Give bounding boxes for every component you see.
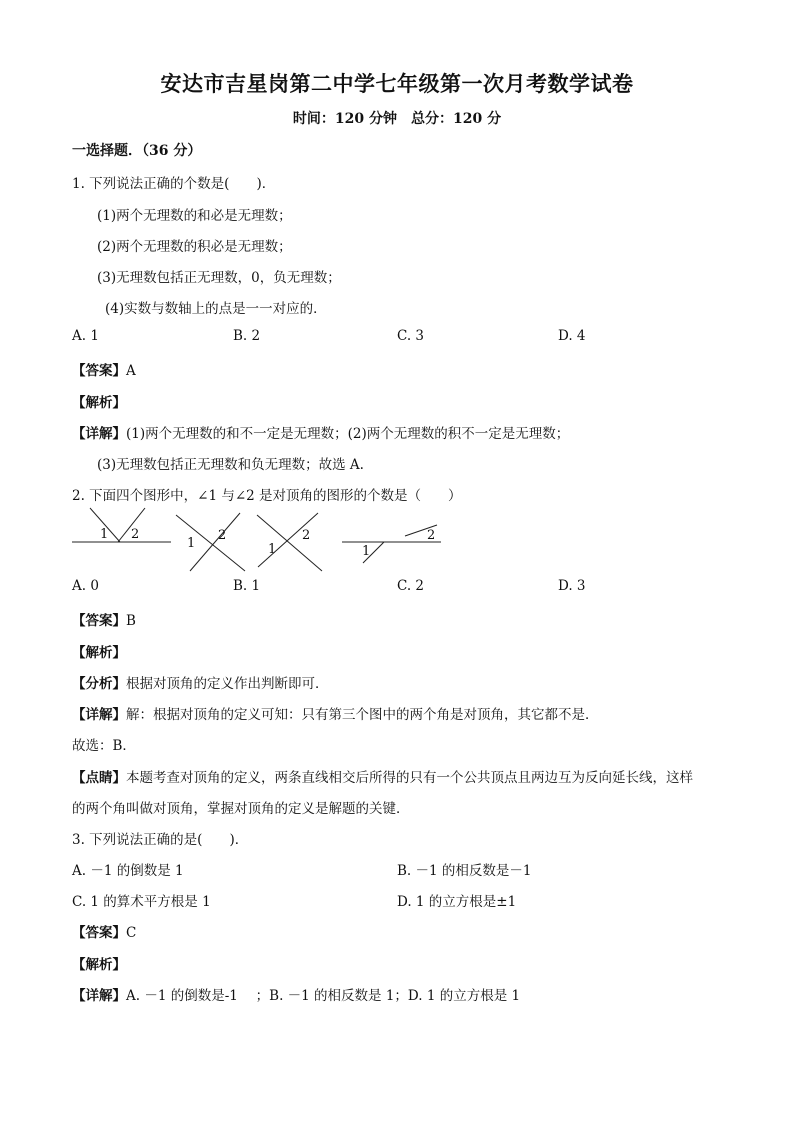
fig4-label-2: 2	[427, 528, 436, 543]
q3-option-b: B. －1 的相反数是－1	[397, 863, 532, 879]
q1-stem: 1. 下列说法正确的个数是( )．	[72, 176, 276, 192]
q2-choose: 故选：B．	[72, 738, 136, 754]
answer-value: A	[126, 363, 136, 379]
q1-detail	[72, 422, 569, 442]
q2-option-d: D. 3	[558, 578, 586, 594]
q3-option-a: A. －1 的倒数是 1	[72, 863, 184, 879]
fig2-line-b	[190, 513, 240, 571]
fig2-label-2: 2	[218, 528, 227, 543]
detail-tag: 【详解】	[72, 707, 126, 723]
q2-figures	[0, 505, 794, 580]
figure-4	[342, 525, 441, 563]
detail-text: (1)两个无理数的和不一定是无理数；(2)两个无理数的积不一定是无理数；	[126, 426, 570, 442]
figure-2	[176, 513, 245, 571]
detail-text: 解：根据对顶角的定义可知：只有第三个图中的两个角是对顶角，其它都不是．	[126, 707, 599, 723]
answer-tag: 【答案】	[72, 613, 126, 629]
q3-detail	[72, 984, 520, 1004]
q2-stem: 2. 下面四个图形中，∠1 与∠2 是对顶角的图形的个数是（ ）	[72, 488, 462, 504]
q1-detail-2: (3)无理数包括正无理数和负无理数；故选 A.	[97, 457, 364, 473]
page-title: 安达市吉星岗第二中学七年级第一次月考数学试卷	[160, 71, 634, 96]
answer-tag: 【答案】	[72, 925, 126, 941]
q3-stem: 3. 下列说法正确的是( )．	[72, 832, 249, 848]
answer-value: B	[126, 613, 136, 629]
q2-detail	[72, 703, 599, 723]
q3-answer	[72, 921, 136, 941]
q1-statement-3: (3)无理数包括正无理数，0，负无理数；	[97, 270, 341, 286]
fig3-line-a	[257, 515, 322, 571]
q2-option-b: B. 1	[233, 578, 261, 594]
detail-tag: 【详解】	[72, 988, 126, 1004]
q1-option-b: B. 2	[233, 328, 261, 344]
figure-3	[257, 513, 322, 571]
comment-tag: 【点睛】	[72, 770, 126, 786]
q2-comment-2: 的两个角叫做对顶角，掌握对顶角的定义是解题的关键．	[72, 801, 410, 817]
fig1-label-2: 2	[131, 527, 140, 542]
answer-tag: 【答案】	[72, 363, 126, 379]
q1-option-d: D. 4	[558, 328, 586, 344]
fenxi-text: 根据对顶角的定义作出判断即可．	[126, 676, 329, 692]
fenxi-tag: 【分析】	[72, 676, 126, 692]
q1-answer	[72, 359, 136, 379]
q3-option-d: D. 1 的立方根是±1	[397, 894, 517, 910]
fig2-label-1: 1	[187, 536, 196, 551]
q2-fenxi	[72, 672, 329, 692]
q1-statement-4: (4)实数与数轴上的点是一一对应的．	[105, 301, 327, 317]
answer-value: C	[126, 925, 137, 941]
fig3-label-1: 1	[268, 542, 277, 557]
q3-analysis-tag: 【解析】	[72, 957, 126, 973]
q1-option-c: C. 3	[397, 328, 425, 344]
comment-text: 本题考查对顶角的定义，两条直线相交后所得的只有一个公共顶点且两边互为反向延长线，这样	[126, 770, 693, 786]
fig4-label-1: 1	[362, 544, 371, 559]
detail-text: A. －1 的倒数是-1 ；B. －1 的相反数是 1；D. 1 的立方根是 1	[126, 988, 521, 1004]
fig1-label-1: 1	[100, 527, 109, 542]
q1-analysis-tag: 【解析】	[72, 395, 126, 411]
q2-analysis-tag: 【解析】	[72, 645, 126, 661]
figure-1	[72, 508, 171, 542]
q2-option-a: A. 0	[72, 578, 99, 594]
q3-option-c: C. 1 的算术平方根是 1	[72, 894, 211, 910]
q1-option-a: A. 1	[72, 328, 99, 344]
fig3-label-2: 2	[302, 528, 311, 543]
exam-info: 时间：120 分钟 总分：120 分	[292, 111, 502, 127]
detail-tag: 【详解】	[72, 426, 126, 442]
q2-option-c: C. 2	[397, 578, 425, 594]
q2-comment	[72, 766, 693, 786]
q1-statement-2: (2)两个无理数的积必是无理数；	[97, 239, 292, 255]
q1-statement-1: (1)两个无理数的和必是无理数；	[97, 208, 292, 224]
q2-answer	[72, 609, 136, 629]
section-heading: 一选择题．（36 分）	[72, 143, 202, 159]
